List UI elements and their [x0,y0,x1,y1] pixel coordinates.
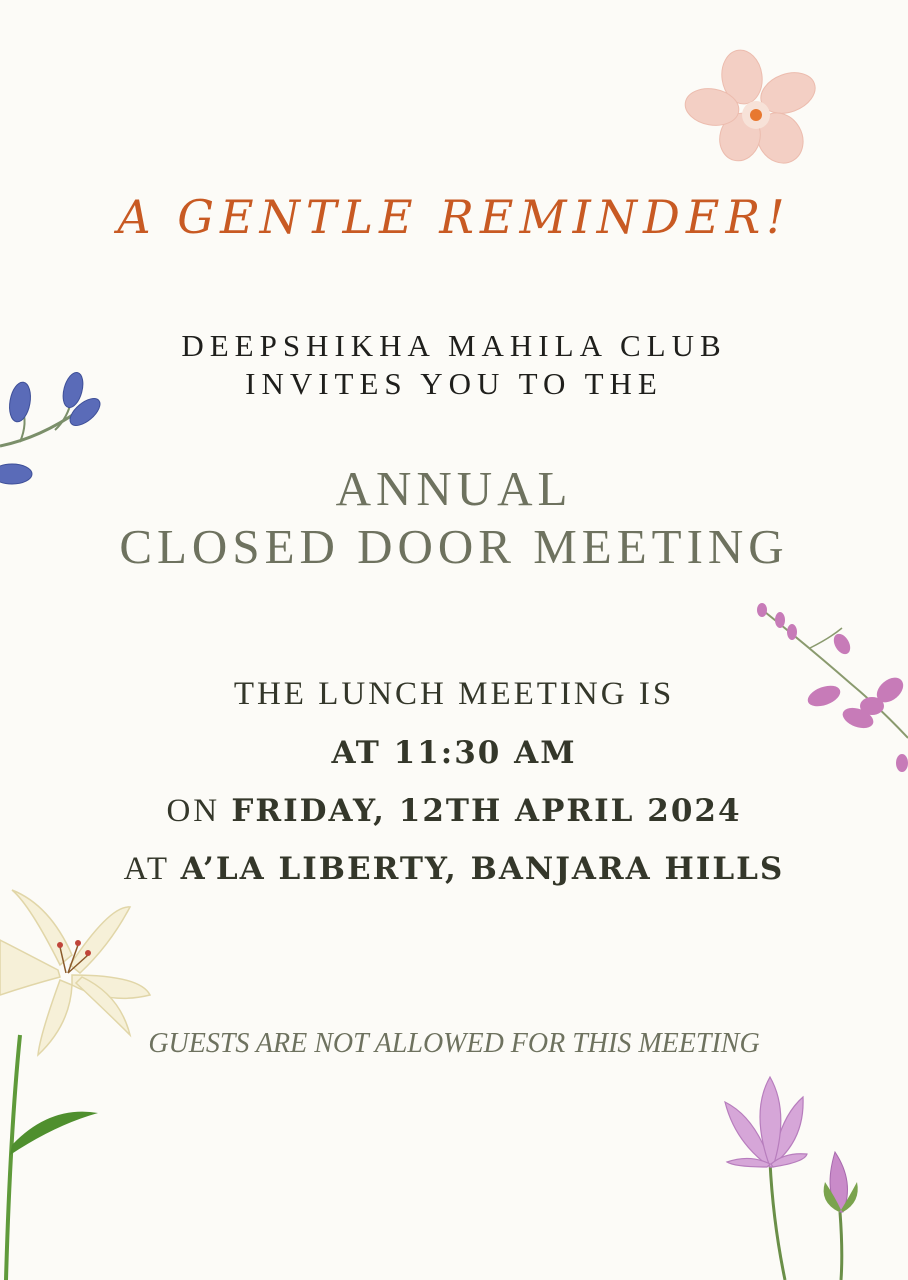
meeting-date: FRIDAY, 12TH APRIL 2024 [231,793,742,829]
guests-note: GUESTS ARE NOT ALLOWED FOR THIS MEETING [148,1028,760,1059]
meeting-time: AT 11:30 AM [331,735,577,771]
meeting-venue: A’LA LIBERTY, BANJARA HILLS [180,851,785,887]
event-title-line-2: CLOSED DOOR MEETING [119,519,789,574]
peach-flower-icon [680,45,825,170]
event-title-line-1: ANNUAL [335,461,573,516]
pink-lotus-icon [715,1072,865,1280]
white-lily-icon [0,885,160,1280]
invites-line: INVITES YOU TO THE [245,366,663,401]
date-prefix: ON [166,793,221,829]
details-intro: THE LUNCH MEETING IS [233,676,675,712]
details-date [0,793,908,830]
reminder-heading: A GENTLE REMINDER! [117,190,791,244]
details-time [0,735,908,772]
details-venue [0,851,908,888]
host-line: DEEPSHIKHA MAHILA CLUB [181,328,727,363]
venue-prefix: AT [123,851,170,887]
